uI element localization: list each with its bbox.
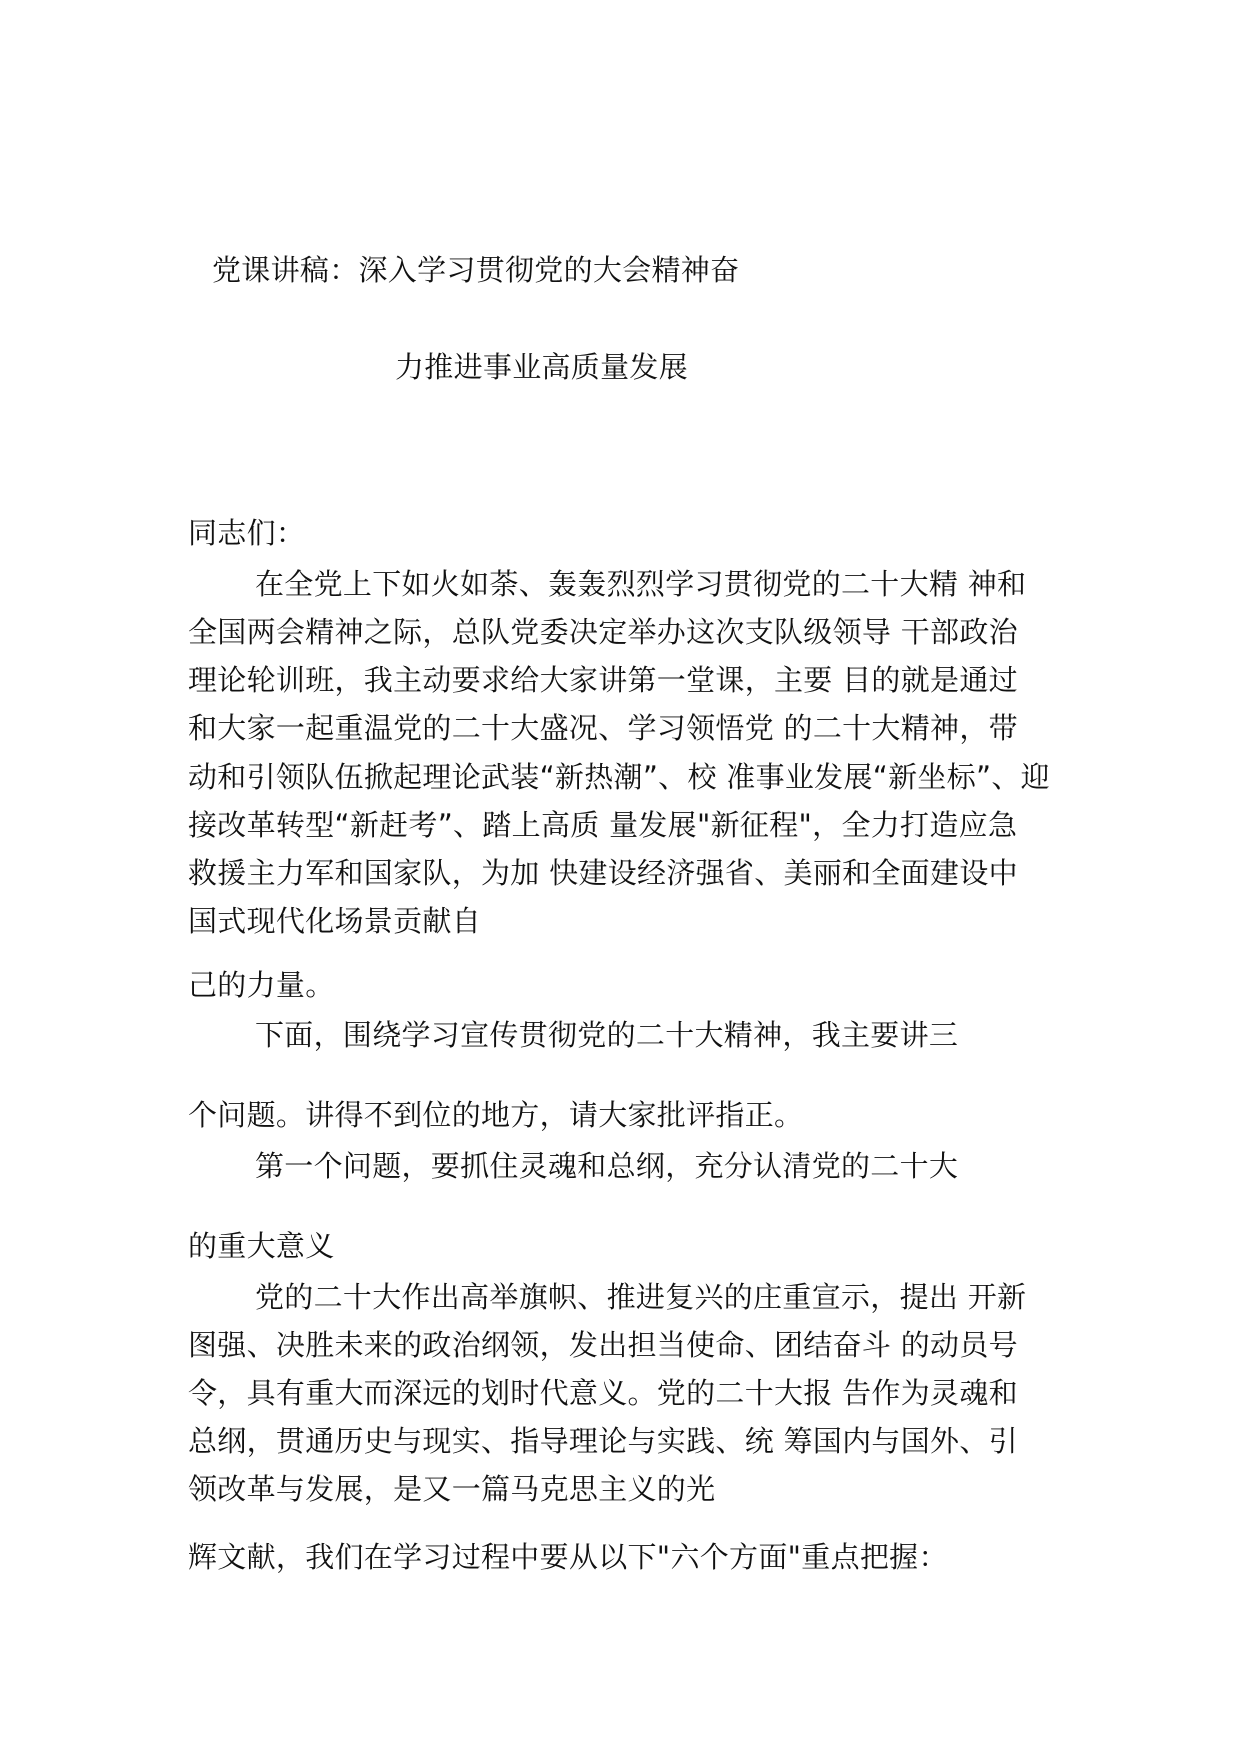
paragraph-1-line-5: 动和引领队伍掀起理论武装“新热潮”、校 准事业发展“新坐标”、迎 bbox=[188, 760, 1050, 794]
paragraph-3-line-1: 党的二十大作出高举旗帜、推进复兴的庄重宣示，提出 开新 bbox=[255, 1280, 1027, 1314]
paragraph-3-line-4: 总纲，贯通历史与现实、指导理论与实践、统 筹国内与国外、引 bbox=[188, 1424, 1018, 1458]
paragraph-2-line-1: 下面，围绕学习宣传贯彻党的二十大精神，我主要讲三 bbox=[255, 1018, 959, 1052]
paragraph-1-line-4: 和大家一起重温党的二十大盛况、学习领悟党 的二十大精神，带 bbox=[188, 711, 1018, 745]
document-title-line-1: 党课讲稿：深入学习贯彻党的大会精神奋 bbox=[212, 253, 740, 287]
paragraph-3-line-2: 图强、决胜未来的政治纲领，发出担当使命、团结奋斗 的动员号 bbox=[188, 1328, 1018, 1362]
paragraph-1-line-6: 接改革转型“新赶考”、踏上高质 量发展"新征程"，全力打造应急 bbox=[188, 808, 1018, 842]
paragraph-1-line-7: 救援主力军和国家队，为加 快建设经济强省、美丽和全面建设中 bbox=[188, 856, 1018, 890]
section-heading-1-line-2: 的重大意义 bbox=[188, 1229, 335, 1263]
paragraph-3-line-3: 令，具有重大而深远的划时代意义。党的二十大报 告作为灵魂和 bbox=[188, 1376, 1018, 1410]
paragraph-1-line-1: 在全党上下如火如荼、轰轰烈烈学习贯彻党的二十大精 神和 bbox=[255, 567, 1027, 601]
salutation: 同志们： bbox=[188, 516, 306, 550]
document-title-line-2: 力推进事业高质量发展 bbox=[395, 350, 689, 384]
paragraph-3-end: 辉文献，我们在学习过程中要从以下"六个方面"重点把握： bbox=[188, 1540, 948, 1574]
paragraph-2-line-2: 个问题。讲得不到位的地方，请大家批评指正。 bbox=[188, 1098, 804, 1132]
paragraph-1-end: 己的力量。 bbox=[188, 968, 335, 1002]
paragraph-1-line-2: 全国两会精神之际，总队党委决定举办这次支队级领导 干部政治 bbox=[188, 615, 1018, 649]
paragraph-1-line-8: 国式现代化场景贡献自 bbox=[188, 904, 482, 938]
paragraph-1-line-3: 理论轮训班，我主动要求给大家讲第一堂课，主要 目的就是通过 bbox=[188, 663, 1018, 697]
section-heading-1-line-1: 第一个问题，要抓住灵魂和总纲，充分认清党的二十大 bbox=[255, 1149, 959, 1183]
paragraph-3-line-5: 领改革与发展，是又一篇马克思主义的光 bbox=[188, 1472, 716, 1506]
